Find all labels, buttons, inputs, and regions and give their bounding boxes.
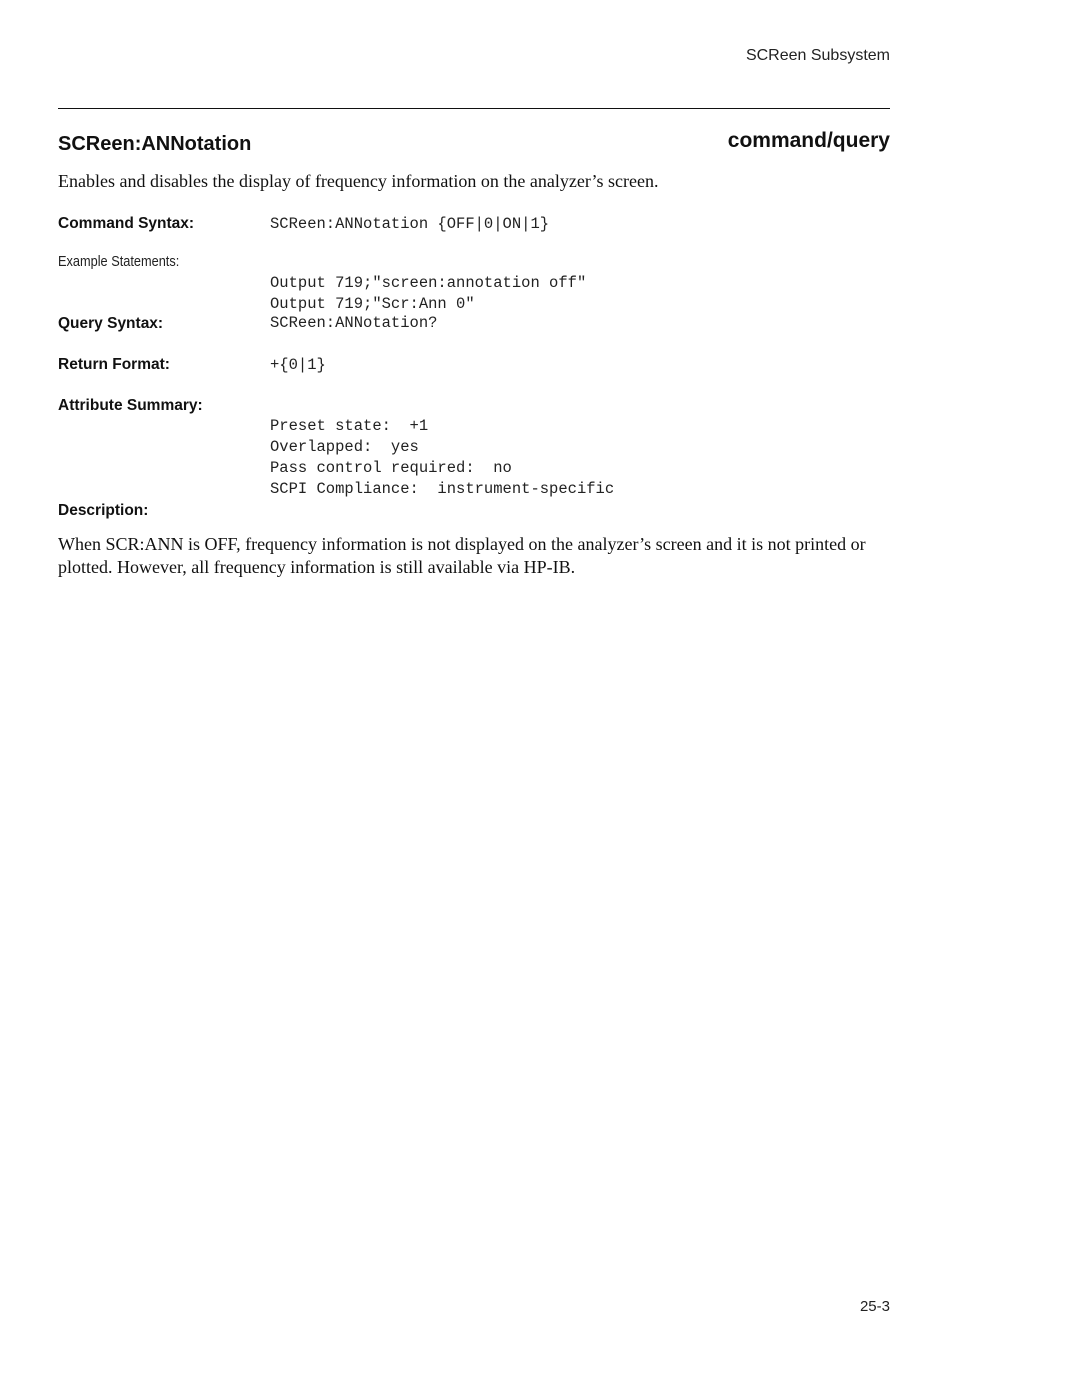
attribute-summary-label: Attribute Summary:	[58, 397, 203, 414]
header-rule	[58, 108, 890, 109]
attribute-line: Overlapped: yes	[270, 438, 419, 456]
attribute-line: Pass control required: no	[270, 459, 512, 477]
command-title: SCReen:ANNotation	[58, 133, 252, 155]
command-intro: Enables and disables the display of frequency information on the analyzer’s screen.	[58, 171, 659, 191]
page-number: 25-3	[859, 1298, 890, 1315]
running-header: SCReen Subsystem	[745, 47, 890, 64]
attribute-line: SCPI Compliance: instrument-specific	[270, 480, 615, 498]
example-statement-line: Output 719;"screen:annotation off"	[270, 274, 587, 292]
description-text: When SCR:ANN is OFF, frequency information is not displayed on the analyzer’s screen and it is not printed or plotted. However, all frequency information is still available via HP-IB.	[58, 534, 866, 577]
query-syntax-value: SCReen:ANNotation?	[270, 314, 438, 332]
attribute-line: Preset state: +1	[270, 417, 429, 435]
command-syntax-value: SCReen:ANNotation {OFF|0|ON|1}	[270, 215, 550, 233]
query-syntax-label: Query Syntax:	[58, 315, 164, 332]
return-format-value: +{0|1}	[270, 356, 326, 374]
example-statements-label: Example Statements:	[58, 254, 180, 270]
command-syntax-label: Command Syntax:	[58, 215, 195, 232]
command-type: command/query	[727, 129, 890, 152]
return-format-label: Return Format:	[58, 356, 170, 373]
description-label: Description:	[58, 502, 149, 519]
attribute-summary-value	[270, 395, 614, 521]
example-statement-line: Output 719;"Scr:Ann 0"	[270, 295, 475, 313]
